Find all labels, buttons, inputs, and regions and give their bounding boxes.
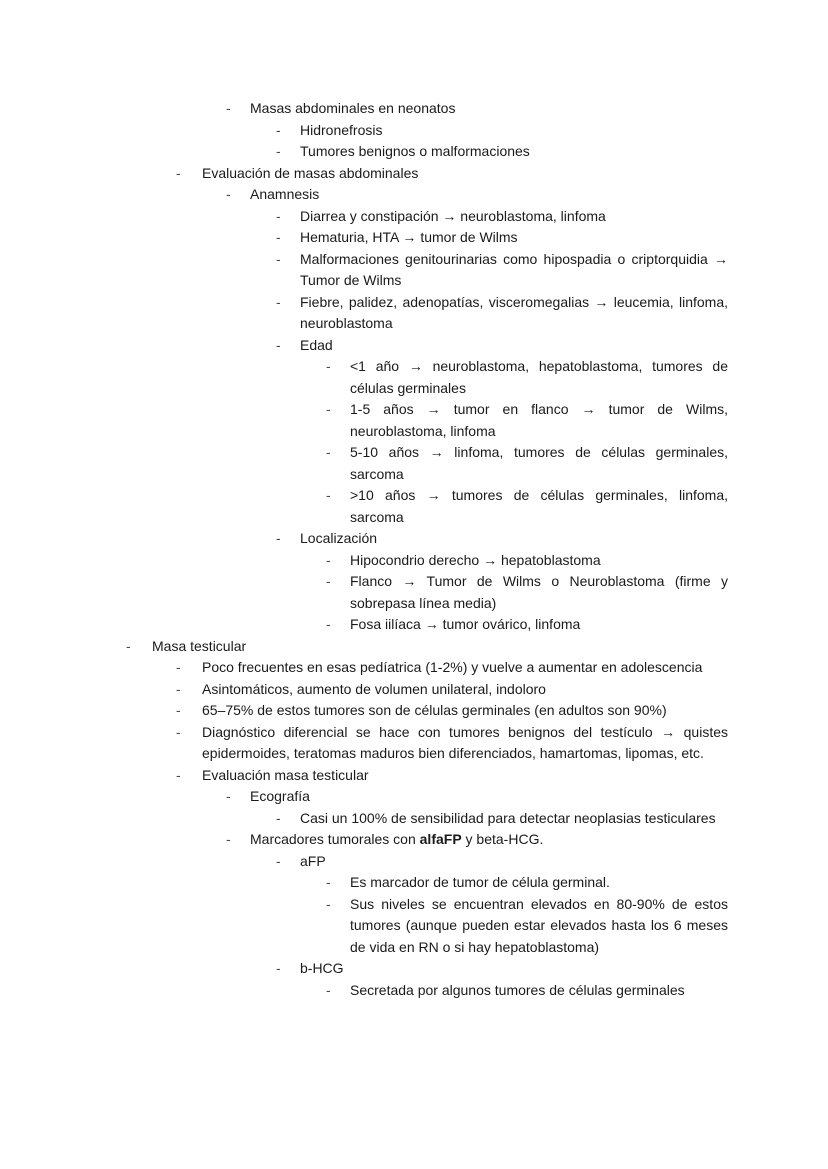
outline-item-text: Asintomáticos, aumento de volumen unilateral, indoloro (202, 680, 546, 697)
list-bullet-icon: - (226, 788, 231, 804)
outline-item-marcadores-tumorales (226, 829, 728, 851)
outline-item-localizacion (276, 528, 728, 550)
outline-item-text: Ecografía (250, 788, 310, 804)
outline-item-text: >10 años → tumores de células germinales, linfoma, sarcoma (350, 487, 728, 525)
list-bullet-icon: - (276, 530, 281, 546)
list-bullet-icon: - (226, 831, 231, 847)
outline-item-text: 5-10 años → linfoma, tumores de células germinales, sarcoma (350, 444, 728, 482)
list-bullet-icon: - (226, 100, 231, 116)
outline-item-malformaciones-genitourinarias (276, 249, 728, 292)
outline-item-text: aFP (300, 852, 326, 869)
outline-item-text: Fosa iilíaca → tumor ovárico, linfoma (350, 616, 581, 632)
outline-item-text: Tumores benignos o malformaciones (300, 143, 530, 159)
outline-item-bhcg (276, 958, 728, 980)
list-bullet-icon: - (326, 874, 331, 890)
outline-item-hipocondrio-derecho (326, 550, 728, 572)
outline-item-afp (276, 851, 728, 873)
list-bullet-icon: - (326, 981, 331, 998)
outline-item-ecografia (226, 786, 728, 808)
outline-item-afp-marcador (326, 872, 728, 894)
list-bullet-icon: - (226, 186, 231, 202)
outline-item-edad-1-5-anos (326, 399, 728, 442)
outline-item-hematuria-hta (276, 227, 728, 249)
outline-item-tumores-benignos-malformaciones (276, 141, 728, 163)
list-bullet-icon: - (176, 659, 181, 675)
outline-item-edad-menor-1-ano (326, 356, 728, 399)
list-bullet-icon: - (276, 250, 281, 267)
outline-item-text: <1 año → neuroblastoma, hepatoblastoma, tumores de células germinales (350, 358, 728, 396)
list-bullet-icon: - (276, 293, 281, 310)
outline-item-text: Diagnóstico diferencial se hace con tumores benignos del testículo → quistes epidermoides, teratomas maduros bien diferenciados, hamartomas, lipomas, etc. (202, 723, 728, 761)
list-bullet-icon: - (326, 573, 331, 589)
outline-item-text: Fiebre, palidez, adenopatías, visceromegalias → leucemia, linfoma, neuroblastoma (300, 293, 728, 331)
emphasis-text: alfaFP (419, 831, 462, 847)
list-bullet-icon: - (176, 164, 181, 181)
list-bullet-icon: - (176, 723, 181, 740)
list-bullet-icon: - (276, 960, 281, 976)
outline-item-porcentaje-celulas-germinales (176, 700, 728, 722)
outline-item-text: Casi un 100% de sensibilidad para detectar neoplasias testiculares (300, 809, 716, 826)
outline-item-text: Diarrea y constipación → neuroblastoma, linfoma (300, 207, 606, 224)
outline-item-diarrea-constipacion (276, 206, 728, 228)
outline-item-ecografia-sensibilidad (276, 808, 728, 830)
outline-item-masa-testicular (126, 636, 728, 658)
list-bullet-icon: - (276, 143, 281, 159)
outline-item-hidronefrosis (276, 120, 728, 142)
outline-item-asintomaticos (176, 679, 728, 701)
list-bullet-icon: - (326, 401, 331, 417)
list-bullet-icon: - (126, 637, 131, 654)
outline-item-afp-niveles (326, 894, 728, 959)
list-bullet-icon: - (326, 616, 331, 632)
outline-list (0, 98, 828, 1001)
outline-item-text: Evaluación de masas abdominales (202, 164, 419, 181)
outline-item-text: 65–75% de estos tumores son de células germinales (en adultos son 90%) (202, 702, 667, 718)
outline-item-edad (276, 335, 728, 357)
outline-item-text: Edad (300, 336, 333, 353)
outline-item-text: 1-5 años → tumor en flanco → tumor de Wilms, neuroblastoma, linfoma (350, 401, 728, 439)
list-bullet-icon: - (276, 207, 281, 224)
outline-item-masas-abdominales-neonatos (226, 98, 728, 120)
plain-text: y beta-HCG. (461, 831, 544, 847)
list-bullet-icon: - (326, 358, 331, 374)
list-bullet-icon: - (326, 895, 331, 912)
outline-item-fosa-iliaca (326, 614, 728, 636)
outline-item-bhcg-secretada (326, 980, 728, 1002)
list-bullet-icon: - (326, 487, 331, 503)
outline-item-fiebre-palidez-adenopatias (276, 292, 728, 335)
outline-item-text: Hipocondrio derecho → hepatoblastoma (350, 551, 601, 568)
outline-item-text: Evaluación masa testicular (202, 766, 369, 783)
outline-item-text: Secretada por algunos tumores de células germinales (350, 981, 685, 998)
list-bullet-icon: - (326, 444, 331, 460)
outline-item-text: Hematuria, HTA → tumor de Wilms (300, 229, 518, 245)
outline-item-edad-mayor-10-anos (326, 485, 728, 528)
outline-item-text: Anamnesis (250, 186, 320, 202)
outline-item-text (250, 829, 728, 851)
list-bullet-icon: - (276, 336, 281, 353)
outline-item-text: Malformaciones genitourinarias como hipospadia o criptorquidia → Tumor de Wilms (300, 250, 728, 288)
list-bullet-icon: - (176, 680, 181, 697)
list-bullet-icon: - (326, 551, 331, 568)
list-bullet-icon: - (276, 809, 281, 826)
outline-item-text: Hidronefrosis (300, 121, 383, 138)
outline-item-evaluacion-masa-testicular (176, 765, 728, 787)
outline-item-text: Masas abdominales en neonatos (250, 100, 456, 116)
list-bullet-icon: - (176, 766, 181, 783)
outline-item-text: b-HCG (300, 960, 344, 976)
list-bullet-icon: - (276, 121, 281, 138)
outline-item-anamnesis (226, 184, 728, 206)
outline-item-text: Sus niveles se encuentran elevados en 80-90% de estos tumores (aunque pueden estar elevados hasta los 6 meses de vida en RN o si hay hepatoblastoma) (350, 895, 728, 955)
outline-item-diagnostico-diferencial (176, 722, 728, 765)
outline-item-evaluacion-masas-abdominales (176, 163, 728, 185)
outline-item-text: Flanco → Tumor de Wilms o Neuroblastoma (firme y sobrepasa línea media) (350, 573, 728, 611)
outline-item-text: Poco frecuentes en esas pedíatrica (1-2%) y vuelve a aumentar en adolescencia (202, 659, 703, 675)
list-bullet-icon: - (176, 702, 181, 718)
list-bullet-icon: - (276, 229, 281, 245)
outline-item-text: Es marcador de tumor de célula germinal. (350, 874, 610, 890)
outline-item-text: Masa testicular (152, 637, 247, 654)
outline-item-text: Localización (300, 530, 378, 546)
outline-item-edad-5-10-anos (326, 442, 728, 485)
outline-item-flanco (326, 571, 728, 614)
outline-item-poco-frecuentes (176, 657, 728, 679)
list-bullet-icon: - (276, 852, 281, 869)
plain-text: Marcadores tumorales con (250, 831, 420, 847)
